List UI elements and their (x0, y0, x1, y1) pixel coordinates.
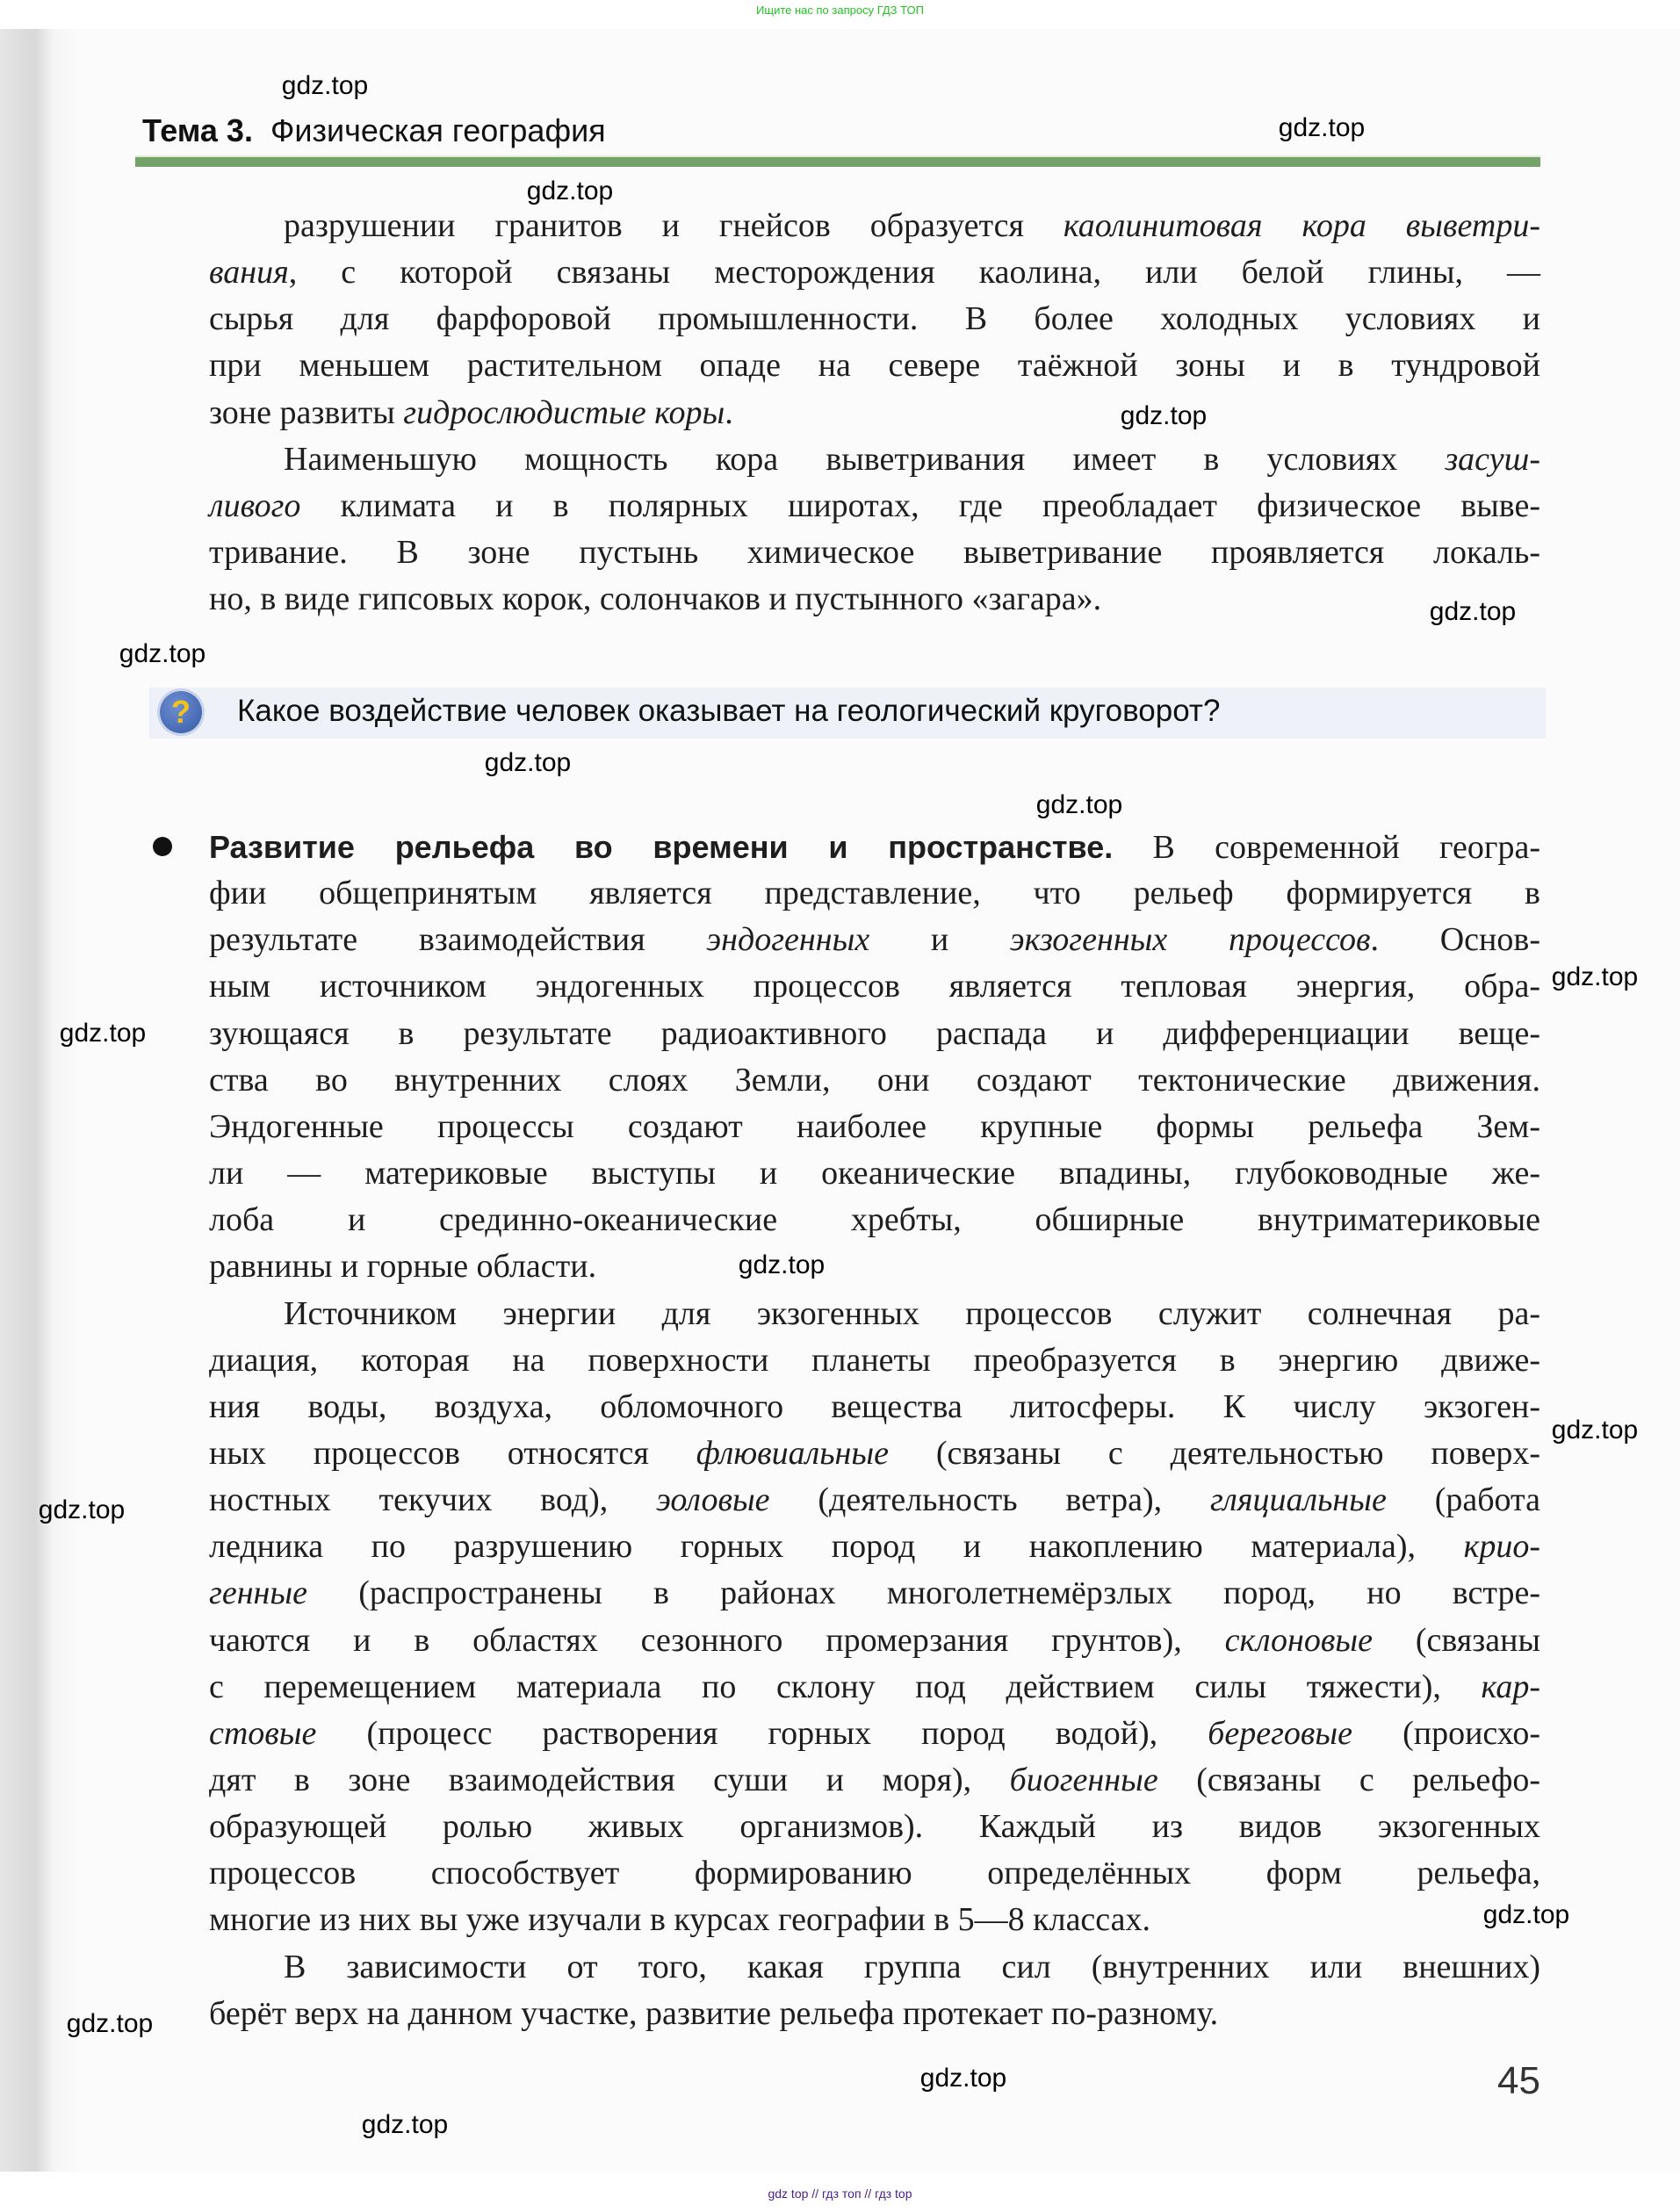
text-run: (деятельность ветра), (769, 1481, 1210, 1519)
text-line (209, 1711, 1540, 1757)
italic-term: каолинитовая кора выветри- (1063, 207, 1540, 244)
italic-term: крио- (1463, 1528, 1540, 1566)
gdz-watermark: gdz.top (484, 748, 572, 777)
question-icon: ? (160, 691, 202, 733)
italic-term: эоловые (656, 1481, 770, 1519)
bullet-icon (153, 837, 172, 856)
topic-title: Физическая география (270, 112, 606, 148)
text-run: климата и в полярных широтах, где преобладает физическое выве- (300, 486, 1540, 524)
bottom-watermark: gdz top // гдз топ // гдз top (768, 2187, 912, 2201)
gdz-watermark: gdz.top (281, 71, 369, 100)
italic-term: склоновые (1224, 1621, 1373, 1659)
text-line (209, 1524, 1540, 1570)
text-line (209, 1197, 1540, 1243)
page-binding-shadow (0, 29, 79, 2172)
text-line (209, 917, 1540, 963)
text-line (209, 483, 1540, 530)
section-heading: Развитие рельефа во времени и пространстве. (209, 829, 1114, 865)
text-run: берёт верх на данном участке, развитие рельефа протекает по-разному. (209, 1994, 1219, 2032)
italic-term: ливого (209, 486, 301, 524)
text-line (209, 1477, 1540, 1524)
text-line (209, 1757, 1540, 1804)
text-run: (распространены в районах многолетнемёрзлых пород, но встре- (307, 1574, 1540, 1612)
gdz-watermark: gdz.top (38, 1495, 126, 1524)
text-run: (связаны с рельефо- (1157, 1762, 1540, 1798)
text-line (209, 1618, 1540, 1664)
text-run: равнины и горные области. (209, 1248, 597, 1286)
italic-term: генные (209, 1574, 307, 1612)
gdz-watermark: gdz.top (361, 2110, 449, 2139)
italic-term: береговые (1208, 1714, 1353, 1752)
topic-number: Тема 3. (142, 112, 253, 148)
text-line (209, 342, 1540, 389)
text-run: зующаяся в результате радиоактивного распада и дифференциации веще- (209, 1014, 1540, 1052)
text-run: . (725, 393, 733, 431)
gdz-watermark: gdz.top (59, 1019, 147, 1048)
text-run: (процесс растворения горных пород водой), (316, 1714, 1208, 1752)
text-run: (связаны с деятельностью поверх- (888, 1434, 1540, 1472)
text-run: В зависимости от того, какая группа сил (внутренних или внешних) (284, 1948, 1540, 1985)
question-text: Какое воздействие человек оказывает на геологический круговорот? (237, 694, 1221, 728)
italic-term: гляциальные (1209, 1481, 1387, 1519)
text-line (209, 1804, 1540, 1850)
text-line (209, 1243, 1540, 1290)
gdz-watermark: gdz.top (919, 2064, 1007, 2093)
gdz-watermark: gdz.top (1482, 1900, 1570, 1929)
gdz-watermark: gdz.top (1551, 962, 1639, 991)
text-run: зоне развиты (209, 393, 404, 431)
text-run: при меньшем растительном опаде на севере таёжной зоны и в тундровой (209, 347, 1540, 385)
text-line (209, 1384, 1540, 1430)
italic-term: кар- (1481, 1668, 1540, 1705)
text-line (209, 1991, 1540, 2037)
italic-term: засуш- (1445, 440, 1540, 478)
text-run: ства во внутренних слоях Земли, они создают тектонические движения. (209, 1061, 1540, 1099)
text-run: (работа (1386, 1481, 1540, 1519)
text-line (209, 1664, 1540, 1711)
text-line (209, 1337, 1540, 1384)
italic-term: стовые (209, 1714, 317, 1752)
text-line (284, 436, 1540, 483)
page-number: 45 (1497, 2059, 1540, 2102)
text-line (284, 1944, 1540, 1991)
text-line (209, 296, 1540, 342)
text-run: В современной геогра- (1113, 829, 1540, 866)
text-line (284, 1291, 1540, 1337)
text-run: образующей ролью живых организмов). Каждый из видов экзогенных (209, 1808, 1540, 1846)
text-run: процессов способствует формированию определённых форм рельефа, (209, 1855, 1540, 1892)
text-line (284, 203, 1540, 249)
italic-term: гидрослюдистые коры (403, 393, 725, 431)
text-line (209, 1104, 1540, 1150)
text-line (209, 963, 1540, 1010)
gdz-watermark: gdz.top (1035, 790, 1123, 819)
text-line (209, 1897, 1540, 1943)
gdz-watermark: gdz.top (526, 177, 614, 205)
text-run: многие из них вы уже изучали в курсах географии в 5—8 классах. (209, 1901, 1150, 1939)
header-divider (135, 155, 1540, 167)
text-line (209, 1150, 1540, 1197)
text-run: . Основ- (1370, 921, 1540, 959)
text-line (209, 530, 1540, 576)
text-line (209, 390, 1540, 436)
text-run: , с которой связаны месторождения каолина, или белой глины, — (288, 254, 1540, 292)
text-line (209, 249, 1540, 296)
text-run: ли — материковые выступы и океанические впадины, глубоководные же- (209, 1155, 1540, 1192)
text-run: лоба и срединно-океанические хребты, обширные внутриматериковые (209, 1201, 1540, 1239)
text-run: фии общепринятым является представление, что рельеф формируется в (209, 875, 1540, 912)
gdz-watermark: gdz.top (1429, 597, 1517, 626)
text-line (209, 1011, 1540, 1057)
text-run: ных процессов относятся (209, 1434, 696, 1472)
gdz-watermark: gdz.top (119, 639, 206, 668)
gdz-watermark: gdz.top (1120, 401, 1208, 430)
italic-term: экзогенных процессов (1009, 921, 1371, 959)
text-run: ным источником эндогенных процессов является тепловая энергия, обра- (209, 968, 1540, 1005)
text-run: Наименьшую мощность кора выветривания имеет в условиях (284, 440, 1446, 478)
italic-term: биогенные (1009, 1762, 1158, 1798)
gdz-watermark: gdz.top (738, 1250, 826, 1279)
text-line (209, 1430, 1540, 1477)
text-run: дят в зоне взаимодействия суши и моря), (209, 1762, 1010, 1798)
text-run: Эндогенные процессы создают наиболее крупные формы рельефа Зем- (209, 1107, 1540, 1145)
top-watermark: Ищите нас по запросу ГДЗ ТОП (756, 4, 924, 17)
italic-term: эндогенных (706, 921, 870, 959)
text-run: и (869, 921, 1010, 959)
gdz-watermark: gdz.top (1551, 1416, 1639, 1445)
page-header (142, 112, 606, 149)
text-run: ностных текучих вод), (209, 1481, 657, 1519)
text-run: диация, которая на поверхности планеты преобразуется в энергию движе- (209, 1341, 1540, 1379)
text-run: результате взаимодействия (209, 921, 707, 959)
text-line (209, 1850, 1540, 1897)
text-line (209, 1057, 1540, 1104)
text-run: чаются и в областях сезонного промерзания грунтов), (209, 1621, 1225, 1659)
text-run: с перемещением материала по склону под действием силы тяжести), (209, 1668, 1482, 1705)
italic-term: вания (209, 254, 289, 292)
text-line (209, 824, 1540, 870)
text-run: ледника по разрушению горных пород и накоплению материала), (209, 1528, 1464, 1566)
text-line (209, 1570, 1540, 1617)
text-run: ния воды, воздуха, обломочного вещества литосферы. К числу экзоген- (209, 1387, 1540, 1425)
text-run: Источником энергии для экзогенных процессов служит солнечная ра- (284, 1294, 1540, 1332)
gdz-watermark: gdz.top (1278, 113, 1366, 142)
text-run: разрушении гранитов и гнейсов образуется (284, 207, 1064, 244)
gdz-watermark: gdz.top (66, 2009, 154, 2038)
text-run: тривание. В зоне пустынь химическое выветривание проявляется локаль- (209, 534, 1540, 572)
text-run: но, в виде гипсовых корок, солончаков и пустынного «загара». (209, 580, 1102, 618)
italic-term: флювиальные (696, 1434, 889, 1472)
text-line (209, 576, 1540, 623)
text-run: сырья для фарфоровой промышленности. В более холодных условиях и (209, 300, 1540, 338)
text-run: (связаны (1372, 1621, 1541, 1659)
text-line (209, 870, 1540, 917)
text-run: (происхо- (1352, 1714, 1541, 1752)
